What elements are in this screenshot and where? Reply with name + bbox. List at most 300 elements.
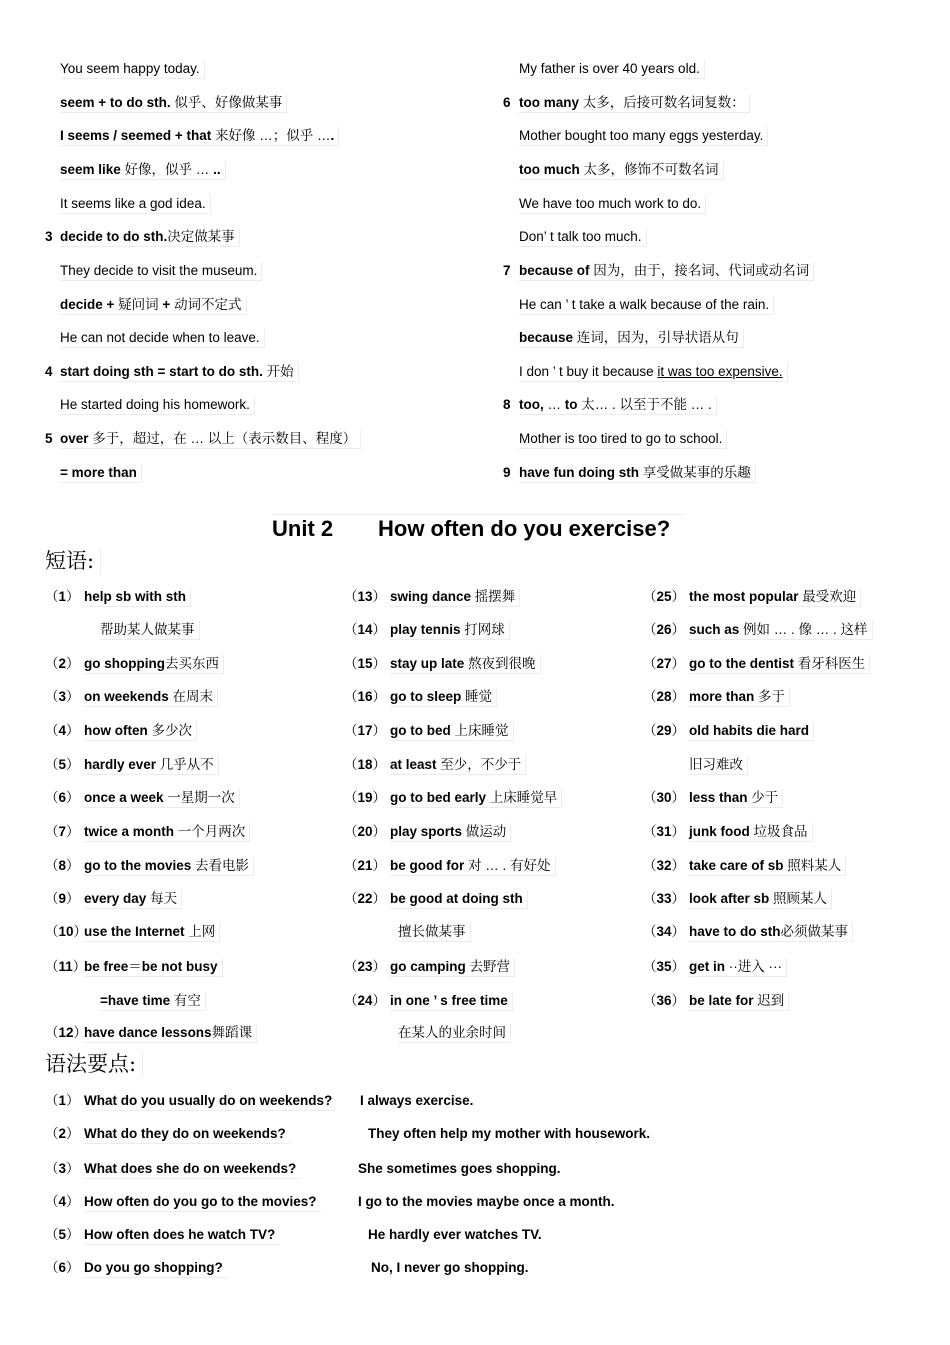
note-line [60,262,262,281]
phrase-chinese: 打网球 [460,622,505,637]
note-english: because [519,330,574,345]
phrase-number [45,655,80,673]
phrase-line [398,1024,511,1043]
note-line [60,296,247,315]
note-english: too much [519,162,580,177]
phrase-chinese: 少于 [747,790,779,805]
phrase-number [344,722,386,740]
phrase-english: =have time [100,993,171,1008]
note-line [519,329,744,348]
paren-open: （ [45,959,59,974]
paren-close: ） [372,757,387,772]
phrase-number [643,588,685,606]
item-number: 7 [503,263,511,278]
note-english: decide to do sth. [60,229,168,244]
phrase-line [84,756,219,775]
number-text: 36 [656,993,672,1008]
note-line [519,94,750,113]
question-text: How often do you go to the movies? [84,1194,317,1209]
phrase-number [344,756,386,774]
note-line [519,195,706,214]
paren-close: ） [66,891,80,906]
phrase-line [100,992,206,1011]
number-text: 15 [357,656,373,671]
paren-open: （ [344,757,358,772]
note-english: seem + to do sth. [60,95,171,110]
phrase-number [643,857,685,875]
paren-close: ） [671,924,686,939]
paren-open: （ [45,824,59,839]
phrase-number [344,890,386,908]
phrase-chinese: 照料某人 [783,858,842,873]
note-english: It seems like a god idea. [60,196,206,211]
paren-open: （ [45,689,59,704]
phrase-number [344,621,386,639]
phrase-english: have to do sth [689,924,781,939]
paren-close: ） [372,891,387,906]
note-english: My father is over 40 years old. [519,61,700,76]
phrase-chinese: 几乎从不 [156,757,214,772]
phrase-number [45,923,87,941]
phrase-chinese: 至少，不少于 [436,757,522,772]
paren-close: ） [671,790,686,805]
phrase-chinese: 在某人的业余时间 [398,1025,506,1040]
phrase-number [344,958,386,976]
note-english: + [162,297,175,312]
phrase-english: look after sb [689,891,770,906]
phrase-line [84,923,220,942]
number-text: 10 [58,924,74,939]
phrase-line [390,789,562,808]
phrase-line [689,857,846,876]
phrase-english: in one ’ s free time [390,993,508,1008]
paren-open: （ [643,891,657,906]
paren-close: ） [671,858,686,873]
phrase-english: be not busy [141,959,218,974]
phrase-number [344,588,386,606]
grammar-question [84,1092,336,1111]
phrase-line [84,655,224,674]
note-chinese: 因为，由于，接名词、代词或动名词 [589,263,810,278]
grammar-number [45,1226,80,1244]
note-english: too many [519,95,580,110]
phrase-number [643,923,685,941]
number-text: 2 [58,656,67,671]
unit-label: Unit 2 [272,516,334,541]
phrase-number [45,823,80,841]
paren-open: （ [45,1126,59,1141]
paren-open: （ [45,723,59,738]
number-text: 5 [58,1227,67,1242]
phrase-english: go to bed early [390,790,487,805]
item-number: 5 [45,431,53,446]
number-text: 24 [357,993,373,1008]
phrase-english: go to sleep [390,689,462,704]
paren-open: （ [344,858,358,873]
unit-title [272,514,684,543]
phrase-chinese: 多少次 [147,723,193,738]
paren-close: ） [66,790,80,805]
paren-open: （ [344,790,358,805]
number-text: 17 [357,723,373,738]
phrase-line [84,688,218,707]
paren-close: ） [671,824,686,839]
paren-close: ） [72,959,87,974]
phrase-chinese: 睡觉 [461,689,493,704]
note-line [60,127,339,146]
phrase-chinese: 上床睡觉 [450,723,509,738]
paren-open: （ [45,656,59,671]
number-text: 23 [357,959,373,974]
phrase-line [689,890,832,909]
paren-open: （ [643,689,657,704]
phrase-chinese: 迟到 [753,993,785,1008]
note-line [519,161,724,180]
note-line [519,296,774,315]
note-english: I don ’ t buy it because [519,364,658,379]
note-line [60,430,361,449]
note-line [519,396,717,415]
phrase-english: twice a month [84,824,175,839]
note-line [60,396,255,415]
phrase-english: less than [689,790,748,805]
grammar-question [84,1160,300,1179]
grammar-number [45,1125,80,1143]
paren-close: ） [66,1161,80,1176]
phrase-chinese: 必须做某事 [780,924,849,939]
note-line [60,228,240,247]
phrase-chinese: 多于 [754,689,786,704]
phrase-line [689,621,873,640]
grammar-answer: I go to the movies maybe once a month. [358,1194,615,1209]
phrase-line [84,823,250,842]
phrase-line [390,688,497,707]
paren-open: （ [344,993,358,1008]
phrase-english: how often [84,723,148,738]
paren-close: ） [66,656,80,671]
paren-open: （ [643,790,657,805]
grammar-question [84,1259,227,1278]
phrase-english: more than [689,689,755,704]
number-text: 20 [357,824,373,839]
number-text: 6 [58,790,67,805]
note-line [60,464,142,483]
phrase-number [45,1024,87,1042]
phrase-english: take care of sb [689,858,784,873]
paren-close: ） [66,824,80,839]
note-line [519,430,727,449]
paren-close: ） [671,622,686,637]
phrase-number [344,992,386,1010]
paren-close: ） [372,689,387,704]
phrase-line [689,923,853,942]
phrase-chinese: 最受欢迎 [798,589,857,604]
note-english: He can ’ t take a walk because of the rain. [519,297,770,312]
phrase-line [390,621,510,640]
phrase-number [45,789,80,807]
phrase-chinese: 一个月两次 [174,824,246,839]
phrase-english: swing dance [390,589,472,604]
number-text: 16 [357,689,373,704]
note-chinese: 太多，后接可数名词复数： [579,95,745,110]
phrase-number [45,958,86,976]
phrase-line [84,857,254,876]
phrase-chinese: 去买东西 [164,656,219,671]
phrase-line [390,588,520,607]
paren-close: ） [671,656,686,671]
grammar-question [84,1226,279,1245]
note-tail: .. [213,162,221,177]
note-english: seem like [60,162,121,177]
phrase-number [344,688,386,706]
number-text: 12 [58,1025,74,1040]
grammar-number [45,1092,80,1110]
note-english: Don’ t talk too much. [519,229,642,244]
paren-open: （ [344,723,358,738]
phrase-chinese: 去野营 [465,959,511,974]
phrase-chinese: 旧习难改 [689,757,743,772]
phrase-chinese: 对 … . 有好处 [464,858,551,873]
number-text: 27 [656,656,672,671]
number-text: 9 [58,891,67,906]
phrase-english: be good for [390,858,465,873]
phrase-english: help sb with sth [84,589,187,604]
phrase-english: be late for [689,993,754,1008]
question-text: Do you go shopping? [84,1260,223,1275]
phrase-chinese: 在周末 [168,689,214,704]
note-chinese: 太多，修饰不可数名词 [579,162,719,177]
phrase-chinese: ··进入 ··· [725,959,782,974]
note-line [519,464,756,483]
paren-open: （ [344,622,358,637]
number-text: 3 [58,1161,67,1176]
number-text: 2 [58,1126,67,1141]
paren-open: （ [344,824,358,839]
phrase-number [643,992,685,1010]
phrase-number [45,688,80,706]
phrase-line [84,890,182,909]
phrase-chinese: ＝ [128,959,142,974]
note-chinese: 决定做某事 [167,229,235,244]
item-number: 4 [45,364,53,379]
paren-close: ） [671,723,686,738]
phrase-number [344,857,386,875]
phrase-english: go to the movies [84,858,192,873]
phrase-line [689,756,748,775]
number-text: 31 [656,824,672,839]
paren-close: ） [671,689,686,704]
phrase-english: hardly ever [84,757,157,772]
note-line [60,363,299,382]
phrase-english: such as [689,622,740,637]
note-english: too, [519,397,544,412]
phrase-english: be free [84,959,129,974]
phrase-chinese: 熬夜到很晚 [464,656,536,671]
note-line [519,127,768,146]
phrase-chinese: 一星期一次 [163,790,235,805]
phrase-english: the most popular [689,589,799,604]
note-english: because of [519,263,590,278]
note-line [60,195,211,214]
phrase-english: get in [689,959,725,974]
phrase-line [390,655,541,674]
paren-close: ） [66,1093,80,1108]
note-line [60,94,287,113]
number-text: 28 [656,689,672,704]
paren-open: （ [344,656,358,671]
phrase-english: go to bed [390,723,451,738]
paren-close: ） [671,589,686,604]
paren-close: ） [372,656,387,671]
paren-close: ） [372,723,387,738]
phrase-chinese: 有空 [170,993,201,1008]
grammar-heading: 语法要点: [45,1051,143,1077]
grammar-number [45,1259,80,1277]
paren-open: （ [45,1260,59,1275]
note-chinese: 太… . 以至于不能 … . [577,397,712,412]
phrase-number [344,789,386,807]
phrase-english: go camping [390,959,466,974]
phrase-chinese: 照顾某人 [769,891,828,906]
phrase-line [84,958,223,977]
phrase-number [643,655,685,673]
paren-open: （ [643,723,657,738]
phrase-chinese: 上床睡觉早 [486,790,558,805]
note-line [519,262,814,281]
phrase-chinese: 每天 [146,891,178,906]
phrase-line [689,992,789,1011]
phrases-heading: 短语: [45,548,101,574]
number-text: 19 [357,790,373,805]
phrase-line [84,1024,257,1043]
number-text: 32 [656,858,672,873]
paren-close: ） [66,723,80,738]
phrase-line [689,588,861,607]
paren-open: （ [45,757,59,772]
item-number: 9 [503,465,511,480]
phrase-chinese: 去看电影 [191,858,250,873]
note-english: to [564,397,578,412]
paren-open: （ [643,924,657,939]
paren-open: （ [344,689,358,704]
paren-close: ） [66,1126,80,1141]
question-text: How often does he watch TV? [84,1227,276,1242]
note-english: decide + [60,297,119,312]
note-chinese: 动词不定式 [174,297,242,312]
phrase-line [689,958,787,977]
phrase-line [689,823,813,842]
phrase-chinese: 垃圾食品 [749,824,808,839]
paren-close: ） [73,1025,88,1040]
note-chinese: … [543,397,565,412]
phrase-english: go shopping [84,656,165,671]
phrase-number [643,890,685,908]
number-text: 4 [58,723,67,738]
number-text: 21 [357,858,373,873]
grammar-number [45,1160,80,1178]
paren-open: （ [643,993,657,1008]
number-text: 6 [58,1260,67,1275]
grammar-question [84,1125,290,1144]
paren-close: ） [66,757,80,772]
paren-close: ） [73,924,88,939]
phrase-line [390,958,515,977]
paren-open: （ [45,891,59,906]
paren-open: （ [45,1194,59,1209]
phrase-line [390,756,526,775]
number-text: 8 [58,858,67,873]
number-text: 1 [58,1093,67,1108]
phrase-line [390,857,556,876]
note-line [519,363,788,382]
note-chinese: 连词，因为，引导状语从句 [573,330,739,345]
question-text: What do they do on weekends? [84,1126,286,1141]
note-line [519,60,705,79]
note-chinese: 享受做某事的乐趣 [639,465,751,480]
paren-close: ） [66,1194,80,1209]
phrase-number [344,823,386,841]
phrase-line [689,789,783,808]
note-chinese: 多于，超过，在 … 以上（表示数目、程度） [88,431,357,446]
number-text: 18 [357,757,373,772]
item-number: 3 [45,229,53,244]
paren-close: ） [66,689,80,704]
question-text: What do you usually do on weekends? [84,1093,333,1108]
phrase-number [643,621,685,639]
phrase-english: at least [390,757,437,772]
note-chinese: 好像，似乎 … [120,162,214,177]
note-chinese: 开始 [262,364,294,379]
paren-open: （ [344,589,358,604]
phrase-number [45,890,80,908]
note-english: I seems / seemed + that [60,128,212,143]
paren-close: ） [372,993,387,1008]
number-text: 14 [357,622,373,637]
paren-open: （ [45,790,59,805]
phrase-english: old habits die hard [689,723,810,738]
paren-open: （ [643,824,657,839]
phrase-chinese: 例如 … . 像 … . 这样 [739,622,868,637]
phrase-chinese: 擅长做某事 [398,924,466,939]
phrase-line [390,823,511,842]
number-text: 7 [58,824,67,839]
phrase-english: play sports [390,824,463,839]
grammar-answer: I always exercise. [360,1093,474,1108]
phrase-number [45,756,80,774]
note-english: You seem happy today. [60,61,200,76]
phrase-chinese: 做运动 [462,824,507,839]
question-text: What does she do on weekends? [84,1161,297,1176]
paren-close: ） [372,824,387,839]
note-english: Mother bought too many eggs yesterday. [519,128,764,143]
phrase-number [643,823,685,841]
paren-open: （ [344,959,358,974]
number-text: 3 [58,689,67,704]
phrase-english: on weekends [84,689,169,704]
phrase-english: have dance lessons [84,1025,212,1040]
note-line [60,161,226,180]
grammar-number [45,1193,80,1211]
paren-open: （ [45,1025,59,1040]
note-english: have fun doing sth [519,465,639,480]
note-english: = more than [60,465,137,480]
paren-close: ） [671,959,686,974]
paren-close: ） [671,891,686,906]
paren-open: （ [45,1161,59,1176]
note-english: Mother is too tired to go to school. [519,431,723,446]
unit-question: How often do you exercise? [378,516,671,541]
paren-close: ） [671,993,686,1008]
